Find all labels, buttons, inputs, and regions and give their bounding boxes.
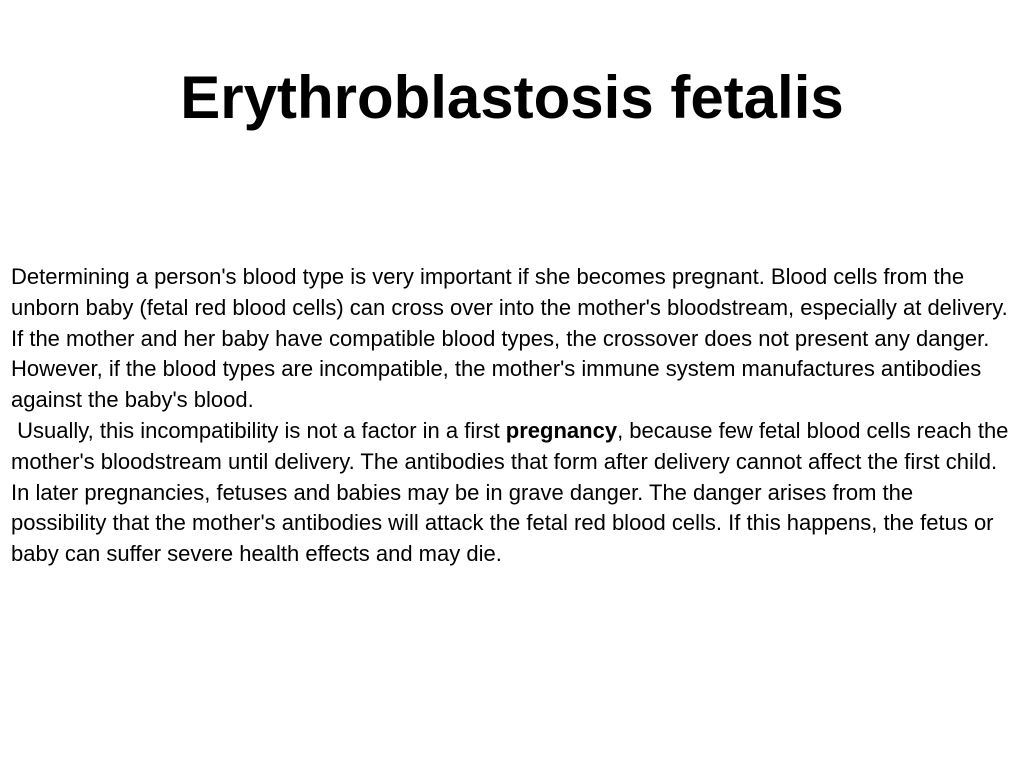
paragraph-incompatibility-end: , because few fetal blood cells reach the mother's bloodstream until delivery. The antibodies that form after delivery cannot affect the first child. In later pregnancies, fetuses and babies may be in grave danger. The danger arises from the possibility that the mother's antibodies will attack the fetal red blood cells. If this happens, the fetus or baby can suffer severe health effects and may die. [11, 417, 1009, 567]
pregnancy-keyword: pregnancy [505, 417, 618, 443]
slide-title: Erythroblastosis fetalis [180, 64, 844, 131]
paragraph-blood-type: Determining a person's blood type is very important if she becomes pregnant. Blood cells from the unborn baby (fetal red blood cells) can cross over into the mother's bloodstream, especially at delivery. If the mother and her baby have compatible blood types, the crossover does not present any danger. However, if the blood types are incompatible, the mother's immune system manufactures antibodies against the baby's blood. [11, 264, 1008, 413]
paragraph-incompatibility-start: Usually, this incompatibility is not a factor in a first [11, 417, 506, 443]
slide-body [11, 262, 1011, 570]
paragraph-incompatibility [11, 416, 1011, 570]
